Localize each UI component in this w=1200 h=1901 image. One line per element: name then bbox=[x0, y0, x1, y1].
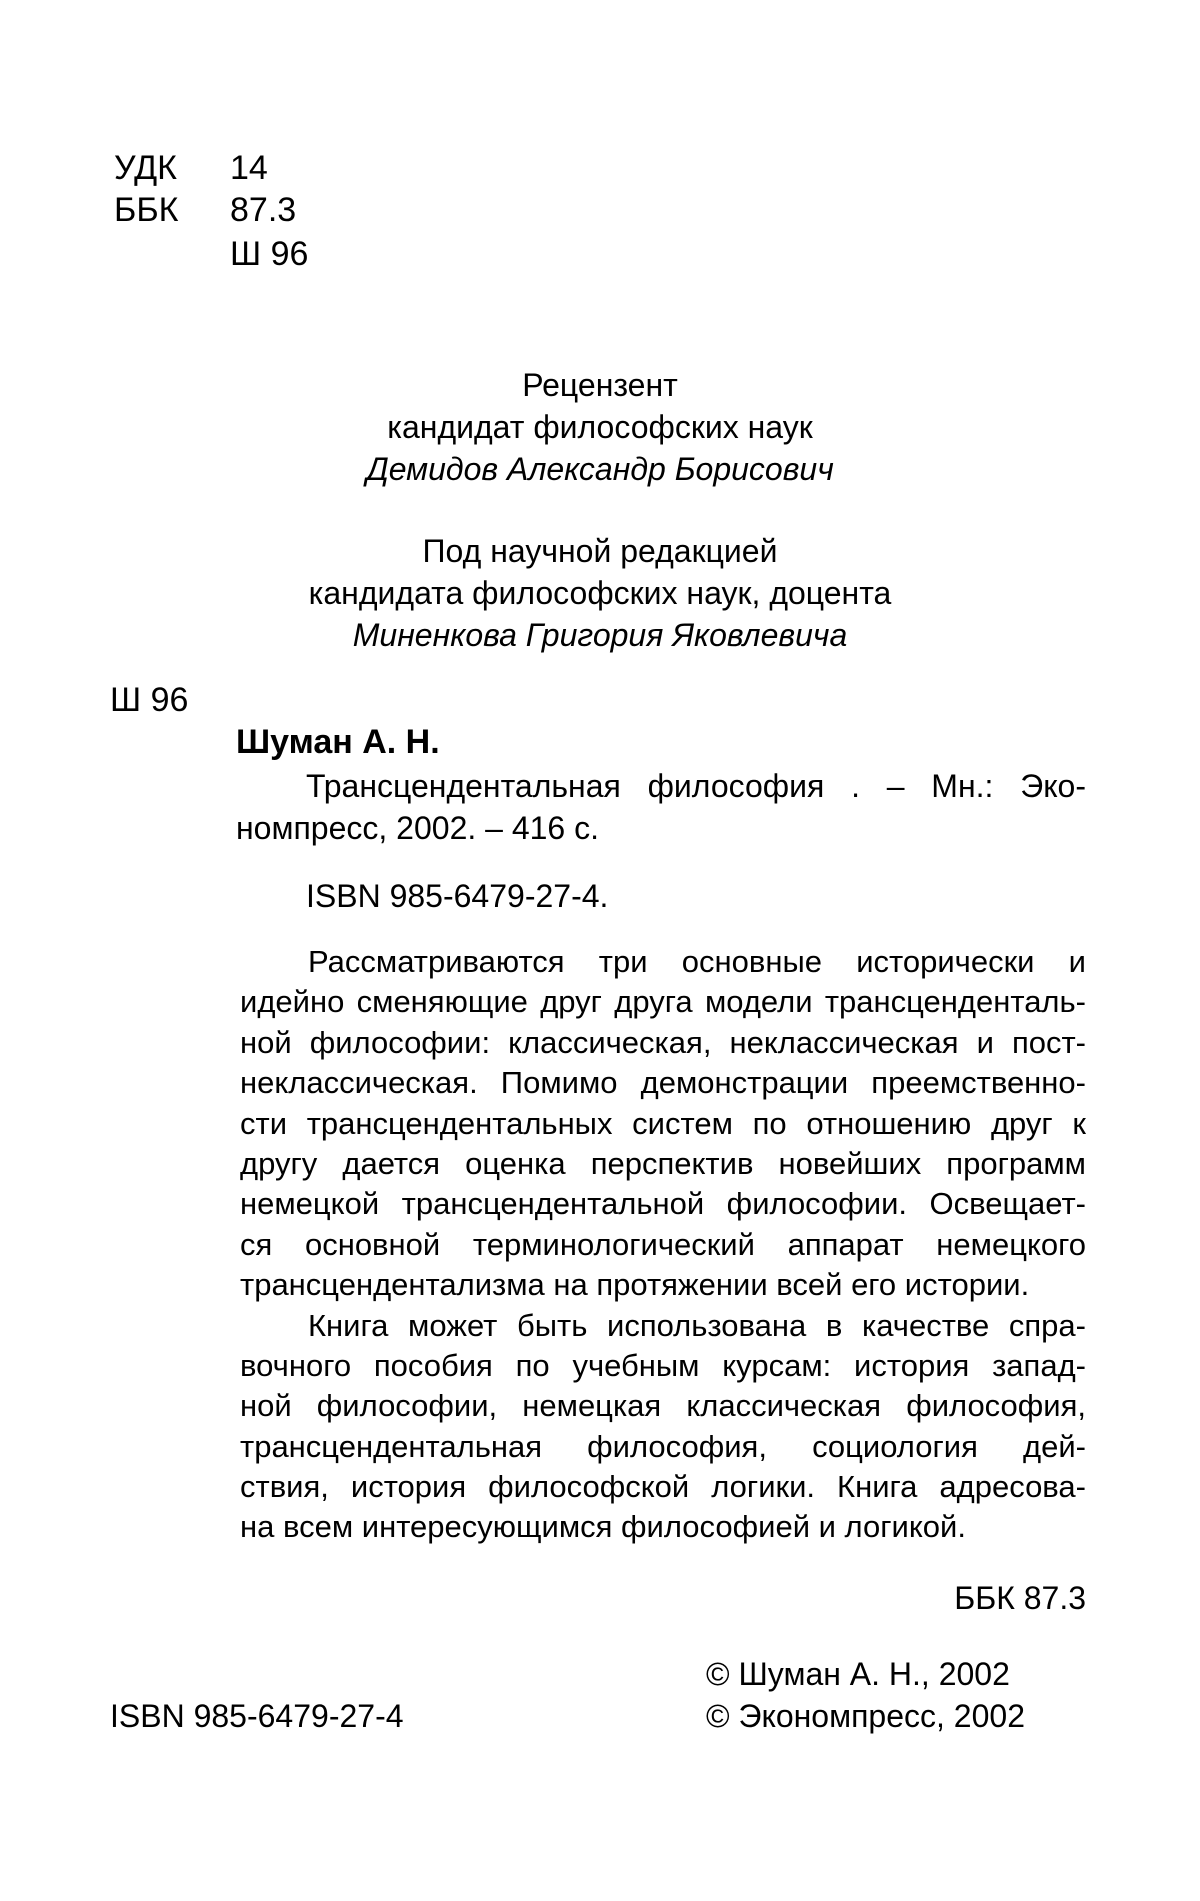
editor-degree: кандидата философских наук, доцента bbox=[308, 575, 892, 611]
editor-block bbox=[230, 530, 970, 656]
annotation-line: ной философии, немецкая классическая философия, bbox=[240, 1388, 1086, 1424]
bbk-label: ББК bbox=[114, 191, 179, 229]
editor-heading: Под научной редакцией bbox=[422, 533, 778, 569]
annotation-line: идейно сменяющие друг друга модели трансценденталь- bbox=[240, 984, 1086, 1020]
annotation-line: вочного пособия по учебным курсам: история запад- bbox=[240, 1347, 1086, 1383]
editor-name: Миненкова Григория Яковлевича bbox=[352, 617, 848, 653]
reviewer-heading: Рецензент bbox=[522, 367, 678, 403]
book-author: Шуман А. Н. bbox=[236, 723, 440, 761]
bbk-value: 87.3 bbox=[230, 191, 297, 229]
annotation-line: Рассматриваются три основные исторически и bbox=[308, 944, 1086, 979]
copyright-author: © Шуман А. Н., 2002 bbox=[706, 1656, 1010, 1692]
reviewer-degree: кандидат философских наук bbox=[387, 409, 813, 445]
annotation-line: сти трансцендентальных систем по отношению друг к bbox=[240, 1105, 1086, 1141]
annotation-line: ной философии: классическая, неклассическая и пост- bbox=[240, 1024, 1086, 1060]
left-author-mark: Ш 96 bbox=[110, 681, 189, 719]
author-mark: Ш 96 bbox=[230, 235, 309, 273]
annotation-line: на всем интересующимся философией и логикой. bbox=[240, 1509, 966, 1545]
annotation-line: трансцендентализма на протяжении всей его истории. bbox=[240, 1267, 1030, 1303]
reviewer-name: Демидов Александр Борисович bbox=[366, 451, 834, 487]
annotation-line: Книга может быть использована в качестве спра- bbox=[308, 1307, 1086, 1343]
bibliographic-line-2: номпресс, 2002. – 416 с. bbox=[236, 810, 599, 846]
udk-label: УДК bbox=[114, 149, 177, 187]
udk-value: 14 bbox=[230, 149, 268, 187]
annotation-line: неклассическая. Помимо демонстрации преемственно- bbox=[240, 1065, 1086, 1101]
reviewer-block bbox=[230, 364, 970, 490]
annotation-line: трансцендентальная философия, социология дей- bbox=[240, 1428, 1086, 1464]
annotation-line: ся основной терминологический аппарат немецкого bbox=[240, 1226, 1086, 1262]
annotation-line: другу дается оценка перспектив новейших программ bbox=[240, 1145, 1086, 1181]
annotation-line: ствия, история философской логики. Книга адресова- bbox=[240, 1469, 1086, 1505]
annotation bbox=[240, 942, 1086, 1548]
copyright-publisher: © Экономпресс, 2002 bbox=[706, 1698, 1025, 1734]
bibliographic-line-1: Трансцендентальная философия . – Мн.: Эко- bbox=[306, 768, 1086, 804]
annotation-line: немецкой трансцендентальной философии. Освещает- bbox=[240, 1186, 1086, 1222]
bbk-footer: ББК 87.3 bbox=[954, 1580, 1086, 1616]
footer-isbn: ISBN 985-6479-27-4 bbox=[110, 1698, 404, 1734]
isbn-line: ISBN 985-6479-27-4. bbox=[306, 878, 609, 914]
